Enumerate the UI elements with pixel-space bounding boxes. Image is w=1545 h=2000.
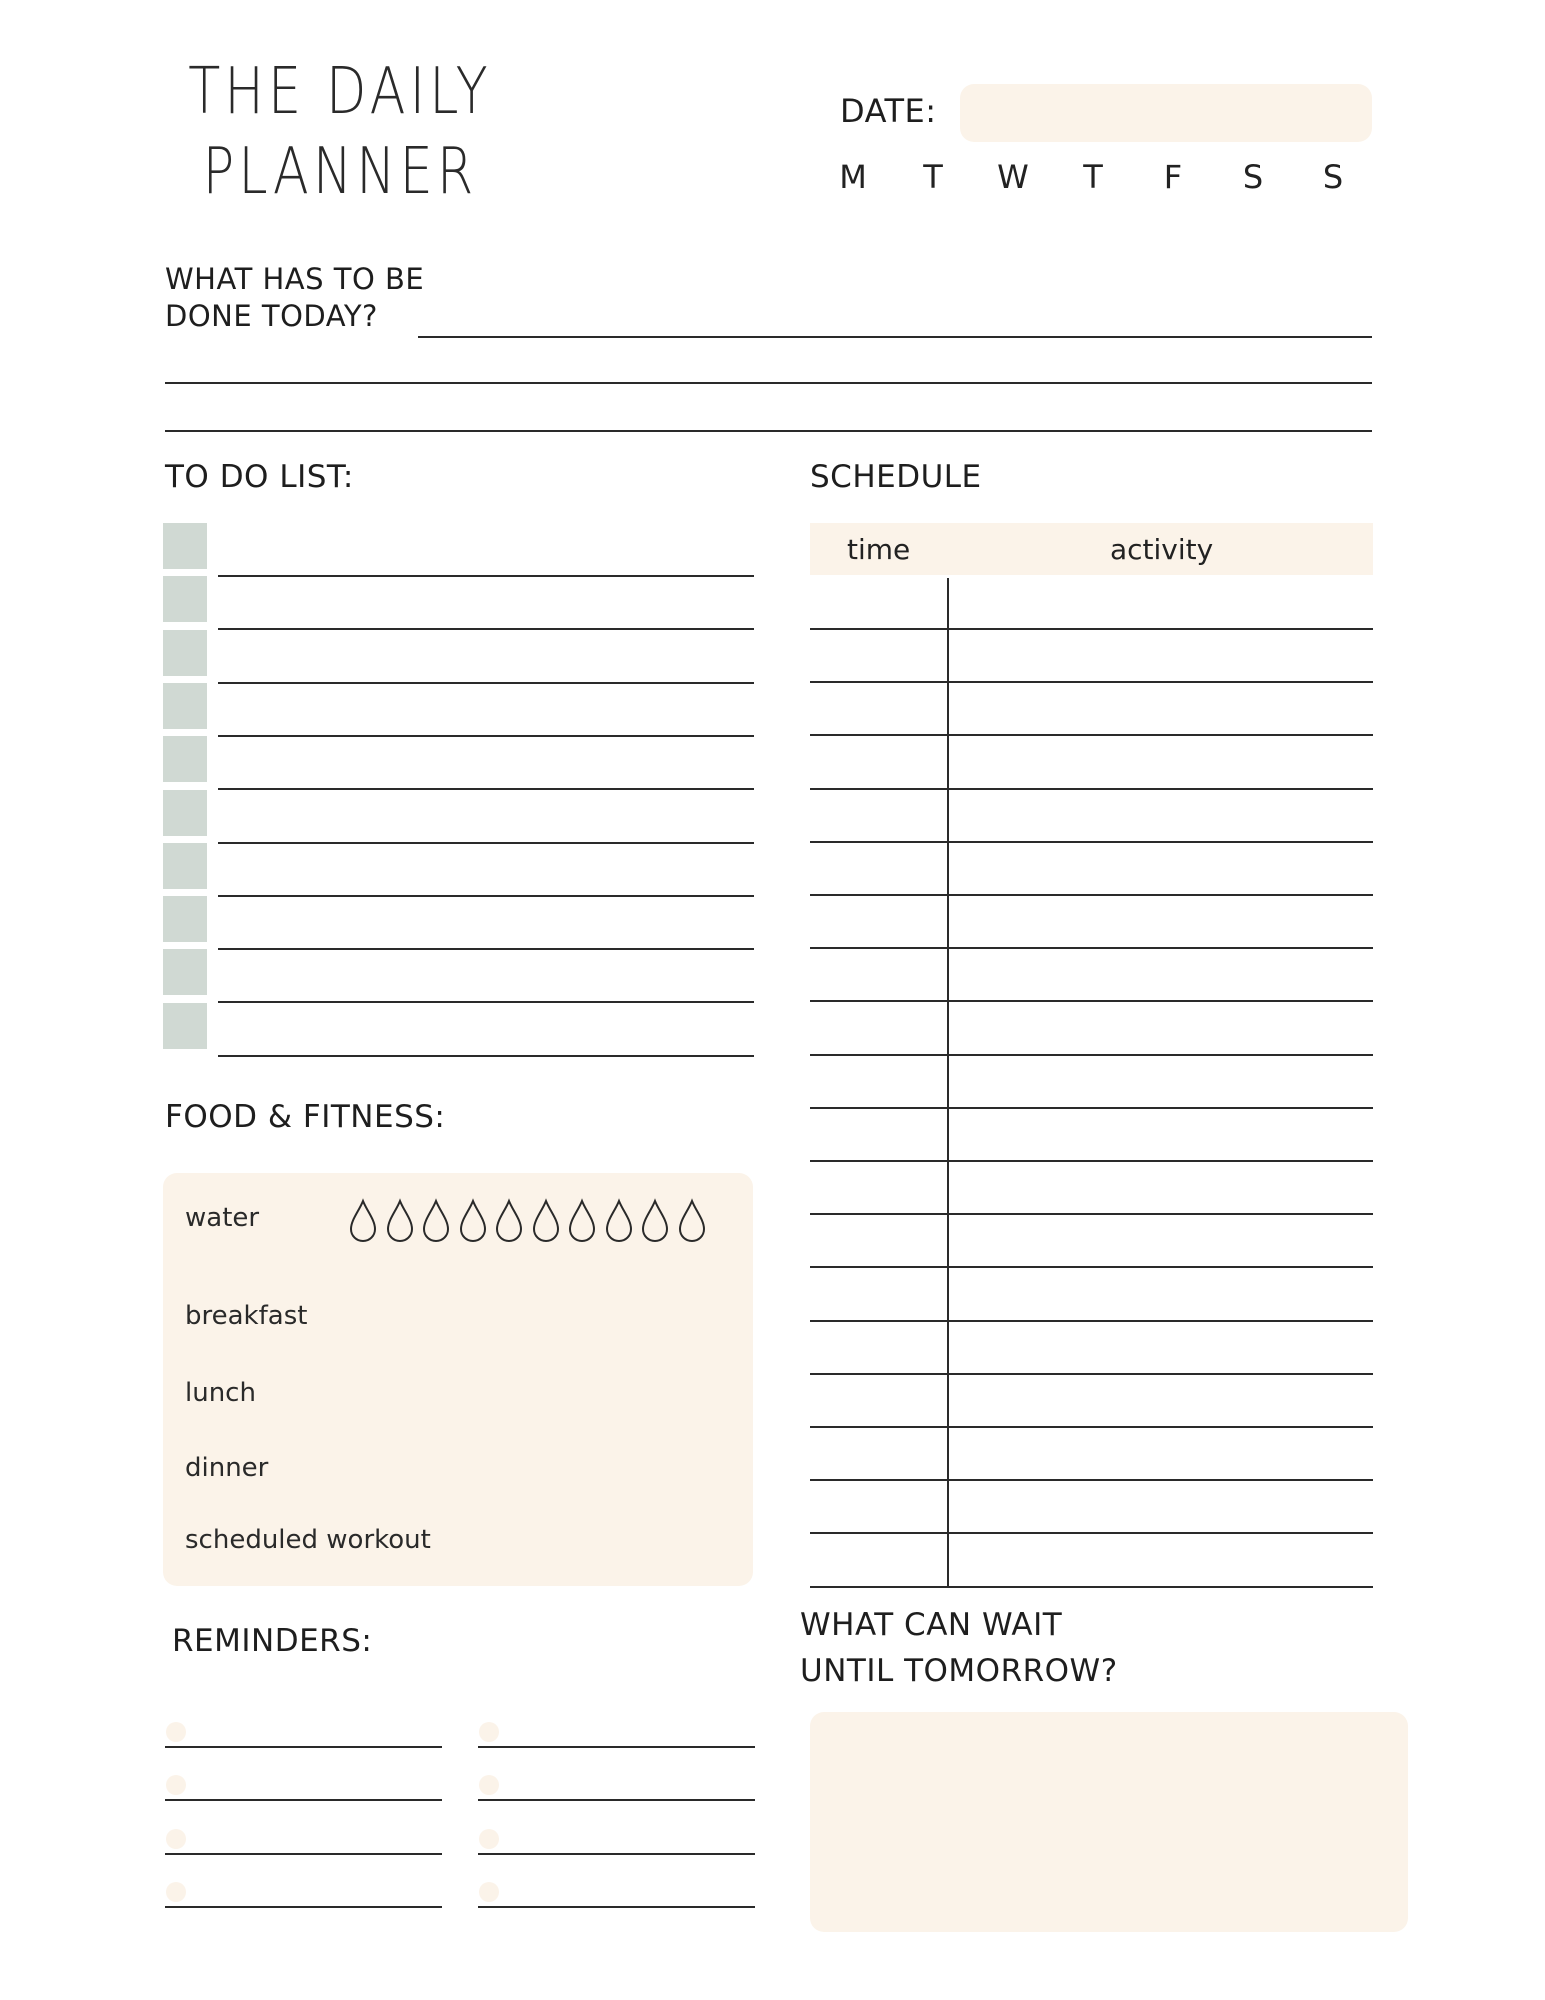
schedule-row-line[interactable] <box>810 788 1373 790</box>
water-drop-icon[interactable] <box>348 1198 378 1244</box>
today-line[interactable] <box>165 430 1372 432</box>
reminder-bullet <box>166 1829 186 1849</box>
todo-line[interactable] <box>218 735 754 737</box>
schedule-row-line[interactable] <box>810 947 1373 949</box>
reminder-line[interactable] <box>165 1906 442 1908</box>
reminder-line[interactable] <box>478 1746 755 1748</box>
water-label: water <box>185 1203 260 1233</box>
schedule-row-line[interactable] <box>810 1000 1373 1002</box>
reminder-line[interactable] <box>165 1853 442 1855</box>
reminders-title: REMINDERS: <box>172 1623 373 1659</box>
planner-title-line1: THE DAILY <box>188 55 492 129</box>
schedule-header <box>810 523 1373 575</box>
today-label-line2: DONE TODAY? <box>165 299 378 333</box>
water-drop-icon[interactable] <box>531 1198 561 1244</box>
schedule-row-line[interactable] <box>810 1320 1373 1322</box>
todo-checkbox[interactable] <box>163 896 207 942</box>
reminder-line[interactable] <box>165 1746 442 1748</box>
reminder-bullet <box>479 1882 499 1902</box>
reminder-line[interactable] <box>478 1799 755 1801</box>
todo-line[interactable] <box>218 948 754 950</box>
water-drop-icon[interactable] <box>421 1198 451 1244</box>
reminder-bullet <box>479 1775 499 1795</box>
todo-line[interactable] <box>218 788 754 790</box>
tomorrow-label-line1: WHAT CAN WAIT <box>800 1607 1063 1643</box>
food-title: FOOD & FITNESS: <box>165 1099 446 1135</box>
todo-line[interactable] <box>218 1001 754 1003</box>
todo-checkbox[interactable] <box>163 949 207 995</box>
todo-line[interactable] <box>218 575 754 577</box>
tomorrow-box[interactable] <box>810 1712 1408 1932</box>
schedule-row-line[interactable] <box>810 628 1373 630</box>
schedule-row-line[interactable] <box>810 1213 1373 1215</box>
lunch-label: lunch <box>185 1378 256 1408</box>
todo-line[interactable] <box>218 1055 754 1057</box>
reminder-line[interactable] <box>478 1906 755 1908</box>
schedule-row-line[interactable] <box>810 1426 1373 1428</box>
schedule-row-line[interactable] <box>810 681 1373 683</box>
reminder-bullet <box>479 1829 499 1849</box>
water-drop-icon[interactable] <box>494 1198 524 1244</box>
weekday-sat[interactable]: S <box>1242 158 1264 196</box>
schedule-row-line[interactable] <box>810 1107 1373 1109</box>
todo-checkbox[interactable] <box>163 683 207 729</box>
schedule-row-line[interactable] <box>810 1373 1373 1375</box>
reminder-bullet <box>166 1775 186 1795</box>
todo-checkbox[interactable] <box>163 576 207 622</box>
schedule-col-activity: activity <box>1110 533 1214 566</box>
date-field[interactable] <box>960 84 1372 142</box>
todo-checkbox[interactable] <box>163 630 207 676</box>
schedule-row-line[interactable] <box>810 1266 1373 1268</box>
todo-line[interactable] <box>218 628 754 630</box>
workout-label: scheduled workout <box>185 1525 431 1555</box>
schedule-row-line[interactable] <box>810 1160 1373 1162</box>
reminder-bullet <box>479 1722 499 1742</box>
schedule-row-line[interactable] <box>810 1054 1373 1056</box>
dinner-label: dinner <box>185 1453 269 1483</box>
schedule-divider <box>947 578 949 1587</box>
schedule-title: SCHEDULE <box>810 459 982 495</box>
water-drops <box>348 1198 708 1248</box>
weekday-wed[interactable]: W <box>997 158 1029 196</box>
planner-title-line2: PLANNER <box>202 135 478 209</box>
water-drop-icon[interactable] <box>385 1198 415 1244</box>
schedule-row-line[interactable] <box>810 1532 1373 1534</box>
todo-checkbox[interactable] <box>163 843 207 889</box>
water-drop-icon[interactable] <box>458 1198 488 1244</box>
todo-checkbox[interactable] <box>163 523 207 569</box>
todo-checkbox[interactable] <box>163 1003 207 1049</box>
weekday-tue[interactable]: T <box>923 158 943 196</box>
reminder-bullet <box>166 1882 186 1902</box>
todo-title: TO DO LIST: <box>165 459 354 495</box>
reminder-line[interactable] <box>478 1853 755 1855</box>
todo-checkbox[interactable] <box>163 736 207 782</box>
weekday-mon[interactable]: M <box>839 158 867 196</box>
water-drop-icon[interactable] <box>604 1198 634 1244</box>
weekday-thu[interactable]: T <box>1083 158 1103 196</box>
food-panel <box>163 1173 753 1586</box>
todo-line[interactable] <box>218 895 754 897</box>
water-drop-icon[interactable] <box>640 1198 670 1244</box>
reminder-bullet <box>166 1722 186 1742</box>
water-drop-icon[interactable] <box>677 1198 707 1244</box>
breakfast-label: breakfast <box>185 1301 308 1331</box>
weekday-sun[interactable]: S <box>1322 158 1344 196</box>
date-label: DATE: <box>840 92 937 130</box>
todo-checkbox[interactable] <box>163 790 207 836</box>
tomorrow-label-line2: UNTIL TOMORROW? <box>800 1653 1118 1689</box>
today-line[interactable] <box>418 336 1372 338</box>
weekday-fri[interactable]: F <box>1163 158 1183 196</box>
schedule-row-line[interactable] <box>810 894 1373 896</box>
today-label-line1: WHAT HAS TO BE <box>165 262 425 296</box>
schedule-row-line[interactable] <box>810 1586 1373 1588</box>
water-drop-icon[interactable] <box>567 1198 597 1244</box>
reminder-line[interactable] <box>165 1799 442 1801</box>
todo-line[interactable] <box>218 842 754 844</box>
schedule-row-line[interactable] <box>810 841 1373 843</box>
today-line[interactable] <box>165 382 1372 384</box>
todo-line[interactable] <box>218 682 754 684</box>
schedule-row-line[interactable] <box>810 734 1373 736</box>
schedule-row-line[interactable] <box>810 1479 1373 1481</box>
schedule-col-time: time <box>847 533 911 566</box>
